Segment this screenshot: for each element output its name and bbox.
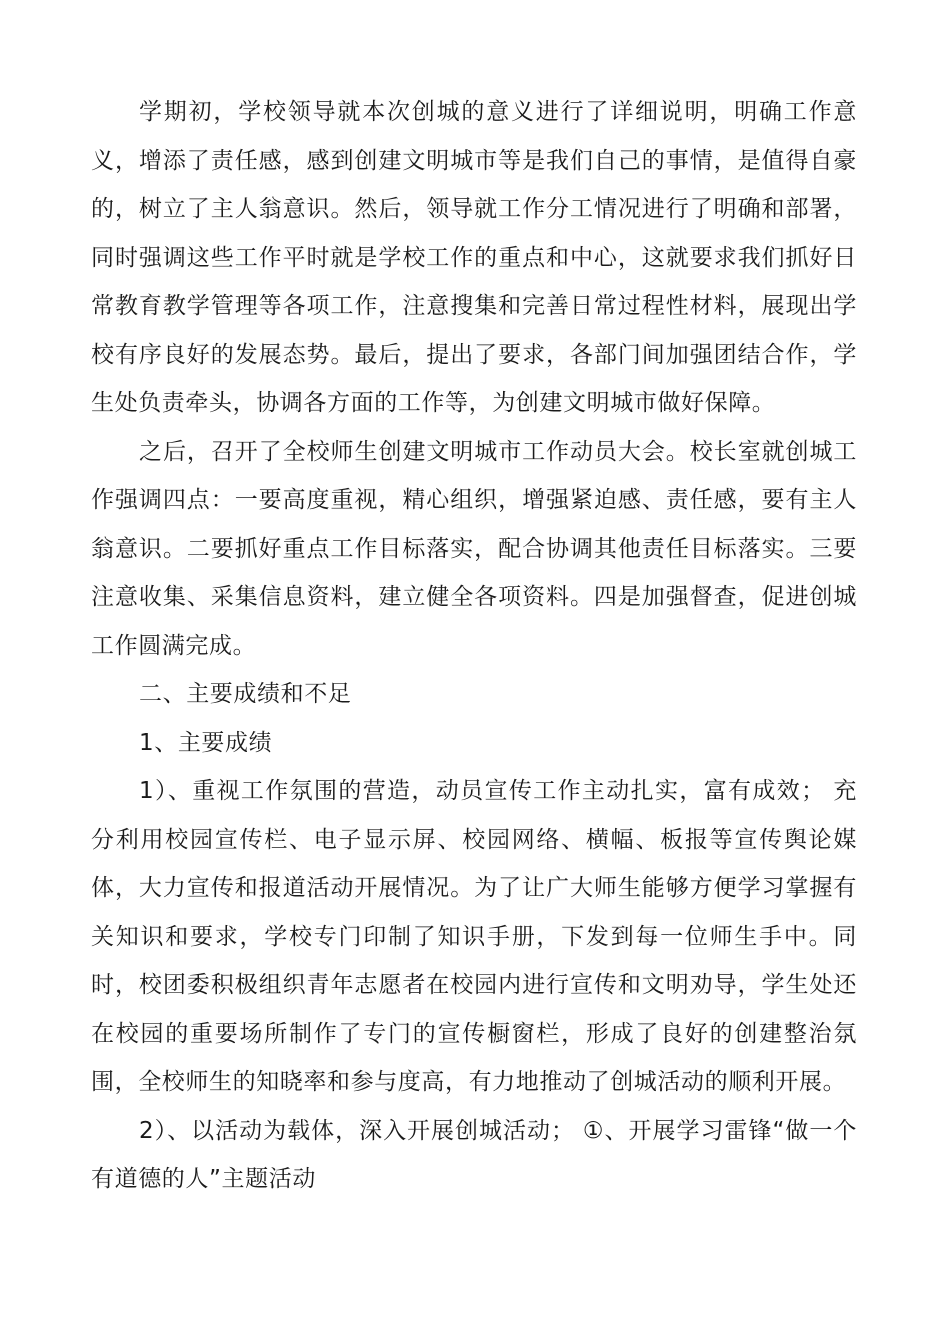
section-heading-achievements: 二、主要成绩和不足 [139,681,352,707]
subsection-heading-main-achievements: 1、主要成绩 [139,729,273,756]
paragraph-mobilization-meeting: 之后，召开了全校师生创建文明城市工作动员大会。校长室就创城工作强调四点：一要高度重视，精心组织，增强紧迫感、责任感，要有主人翁意识。二要抓好重点工作目标落实，配合协调其他责任目标落实。三要注意收集、采集信息资料，建立健全各项资料。四是加强督查，促进创城工作圆满完成。 [91,438,857,659]
paragraph-atmosphere-building: 1）、重视工作氛围的营造，动员宣传工作主动扎实，富有成效； 充分利用校园宣传栏、电子显示屏、校园网络、横幅、板报等宣传舆论媒体，大力宣传和报道活动开展情况。为了让广大师生能够方便学习掌握有关知识和要求，学校专门印制了知识手册，下发到每一位师生手中。同时，校团委积极组织青年志愿者在校园内进行宣传和文明劝导，学生处还在校园的重要场所制作了专门的宣传橱窗栏，形成了良好的创建整治氛围，全校师生的知晓率和参与度高，有力地推动了创城活动的顺利开展。 [91,778,857,1095]
paragraph-activities: 2）、以活动为载体，深入开展创城活动； ①、开展学习雷锋“做一个有道德的人”主题活动 [91,1117,857,1192]
document-body [91,88,857,1204]
paragraph-semester-start: 学期初，学校领导就本次创城的意义进行了详细说明，明确工作意义，增添了责任感，感到创建文明城市等是我们自己的事情，是值得自豪的，树立了主人翁意识。然后，领导就工作分工情况进行了明确和部署，同时强调这些工作平时就是学校工作的重点和中心，这就要求我们抓好日常教育教学管理等各项工作，注意搜集和完善日常过程性材料，展现出学校有序良好的发展态势。最后，提出了要求，各部门间加强团结合作，学生处负责牵头，协调各方面的工作等，为创建文明城市做好保障。 [91,99,857,416]
